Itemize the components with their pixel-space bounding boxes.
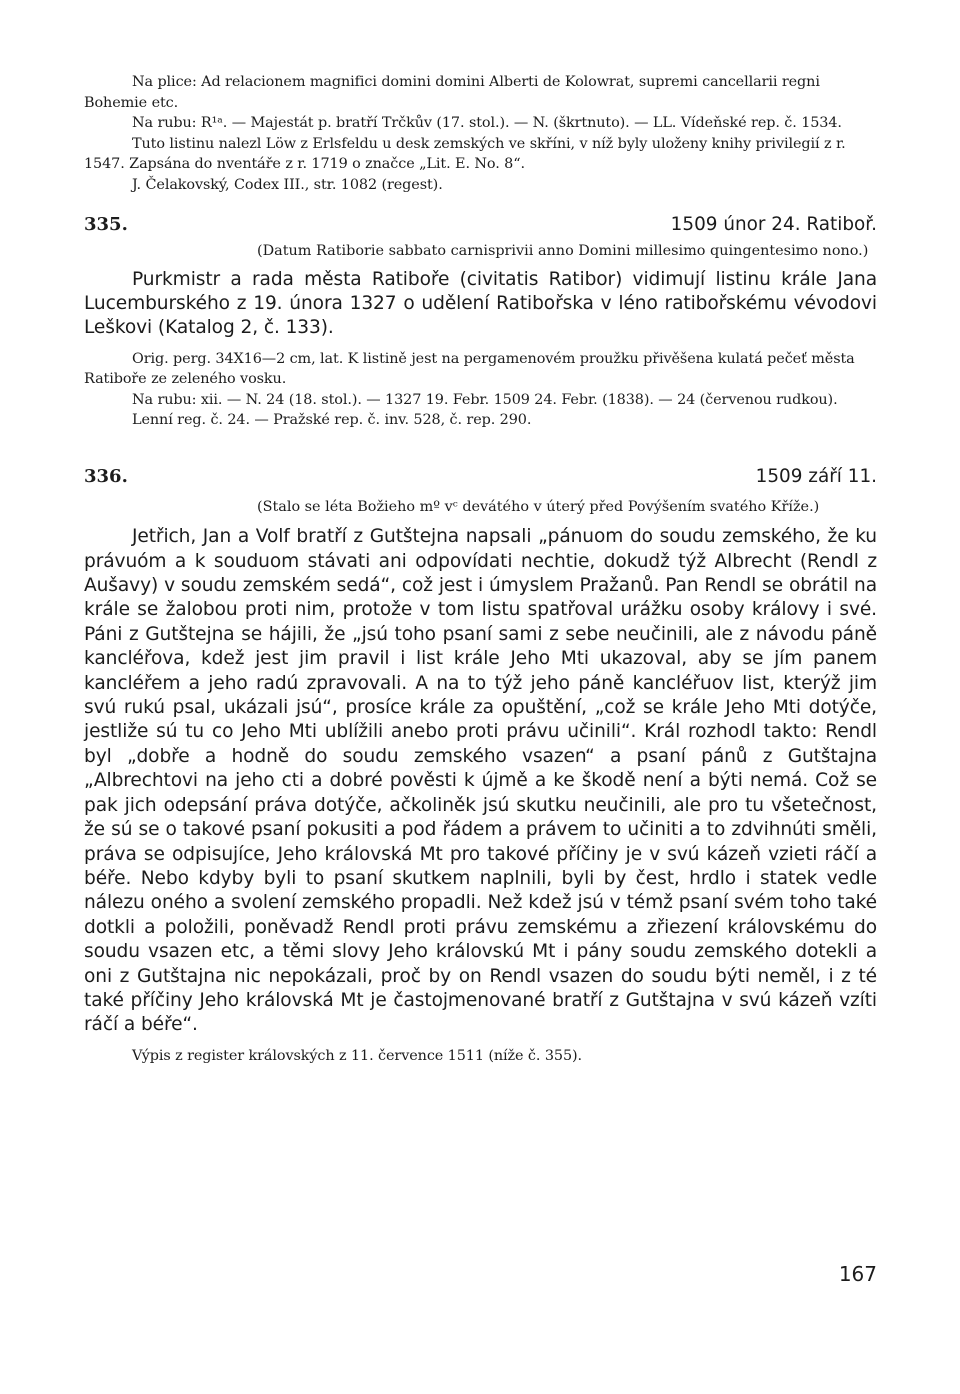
page-content: [84, 72, 877, 1066]
entry-date: 1509 září 11.: [755, 465, 877, 487]
entry-number: 336.: [84, 465, 128, 487]
entry-header: [84, 465, 877, 489]
note-line: J. Čelakovský, Codex III., str. 1082 (regest).: [132, 176, 443, 193]
entry-source: [84, 1046, 877, 1067]
entry-body: Jetřich, Jan a Volf bratří z Gutštejna napsali „pánuom do soudu zemského, že ku právuóm a k souduom stávati ani odpovídati nechtie, dokudž týž Albrecht (Rendl z Aušavy) v soudu zemském sedá“, což jest i úmyslem Pražanů. Pan Rendl se obrátil na krále se žalobou proti nim, protože v tom listu spatřoval urážku osoby královy i své. Páni z Gutštejna se hájili, že „jsú toho psaní sami z sebe neučinili, ale z návodu páně kancléřova, kdež jest jim pravil i list krále Jeho Mti ukazoval, aby se jím panem kancléřem a jeho radú zpravovali. A na to týž jeho páně kancléřuov list, kterýž jim svú rukú psal, ukázali jsú“, prosíce krále za opuštění, „což se krále Jeho Mti dotýče, jestliže sú tu co Jeho Mti ublížili anebo proti právu učinili“. Král rozhodl takto: Rendl byl „dobře a hodně do soudu zemského vsazen“ a psaní pánů z Gutštajna „Albrechtovi na jeho cti a dobré pověsti k újmě a ke škodě není a býti nemá. Což se pak jich odepsání práva dotýče, ačkoliněk jsú skutku neučinili, ale pro tu všetečnost, že sú se o takové psaní pokusiti a pod řádem a právem to učiniti a to zdvihnúti směli, práva se odpisujíce, Jeho královská Mt pro takové příčiny je v svú kázeň vzieti ráčí a béře. Nebo kdyby byli to psaní skutkem naplnili, byli by čest, hrdlo i statek vedle nálezu oného a svolení zemského propadli. Než kdež jsú v témž psaní svém toho také dotkli a položili, poněvadž Rendl proti právu zemskému a zřiezení královskému do soudu vsazen etc, a těmi slovy Jeho královskú Mt i pány soudu zemského dotekli a oni z Gutštajna nic nepokázali, proč by on Rendl vsazen do soudu býti neměl, i z té také příčiny Jeho královská Mt je častojmenované bratří z Gutštajna v svú kázeň vzíti ráčí a béře“.: [84, 526, 877, 1036]
entry-notes: [84, 349, 877, 431]
entry-header: [84, 213, 877, 237]
note-line: Na rubu: R¹ᵃ. — Majestát p. bratří Trčkův (17. stol.). — N. (škrtnuto). — LL. Vídeňské rep. č. 1534.: [132, 115, 842, 131]
entry-335: [84, 213, 877, 431]
note-line: Orig. perg. 34X16—2 cm, lat. K listině jest na pergamenovém proužku přivěšena kulatá pečeť města Ratiboře ze zeleného vosku.: [84, 350, 855, 388]
entry-number: 335.: [84, 214, 128, 235]
entry-dating: (Datum Ratiborie sabbato carnisprivii anno Domini millesimo quingentesimo nono.): [257, 243, 869, 259]
entry-dating: (Stalo se léta Božieho mº vᶜ devátého v úterý před Povýšením svatého Kříže.): [257, 498, 820, 515]
source-line: Výpis z register královských z 11. července 1511 (níže č. 355).: [132, 1047, 582, 1064]
entry-date: 1509 únor 24. Ratiboř.: [670, 214, 877, 235]
entry-336: [84, 465, 877, 1067]
note-line: Na plice: Ad relacionem magnifici domini domini Alberti de Kolowrat, supremi cancellarii regni Bohemie etc.: [84, 74, 820, 111]
note-line: Lenní reg. č. 24. — Pražské rep. č. inv. 528, č. rep. 290.: [132, 412, 532, 429]
preamble-notes: [84, 72, 877, 195]
note-line: Tuto listinu nalezl Löw z Erlsfeldu u desk zemských ve skříni, v níž byly uloženy knihy privilegií z r. 1547. Zapsána do nventáře z r. 1719 o značce „Lit. E. No. 8“.: [84, 135, 846, 172]
page-number: 167: [838, 1262, 877, 1286]
note-line: Na rubu: xii. — N. 24 (18. stol.). — 1327 19. Febr. 1509 24. Febr. (1838). — 24 (červenou rudkou).: [132, 391, 838, 408]
entry-summary: Purkmistr a rada města Ratiboře (civitatis Ratibor) vidimují listinu krále Jana Lucemburského z 19. února 1327 o udělení Ratibořska v léno ratibořskému vévodovi Leškovi (Katalog 2, č. 133).: [84, 268, 877, 339]
